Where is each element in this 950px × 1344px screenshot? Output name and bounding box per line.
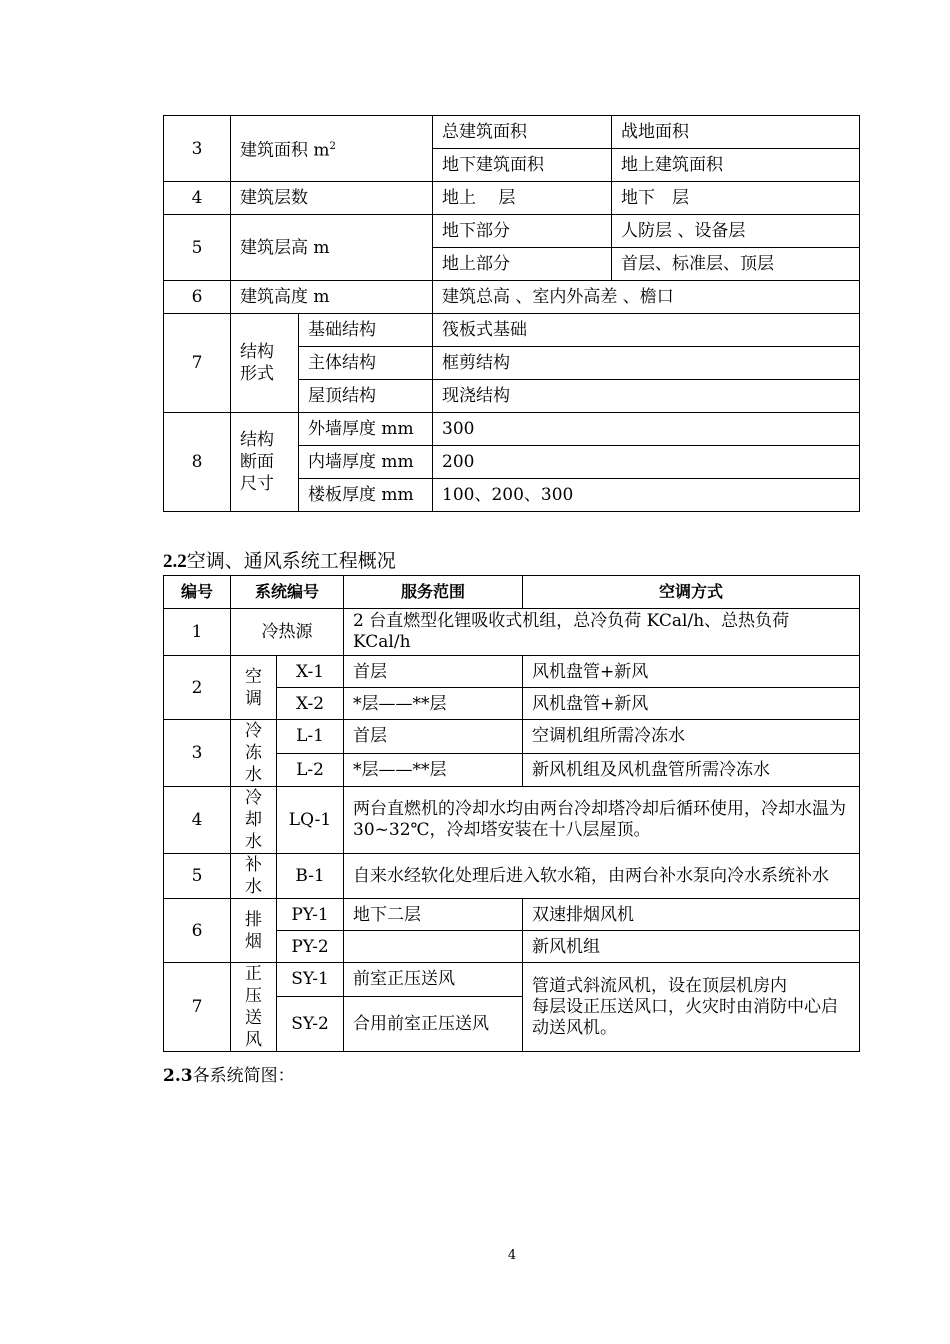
cell: 200 <box>433 446 860 479</box>
row-number: 4 <box>164 182 231 215</box>
row-number: 4 <box>164 787 231 854</box>
row-label: 建筑层高 m <box>231 215 433 281</box>
service-range: 合用前室正压送风 <box>344 996 523 1052</box>
ac-mode: 管道式斜流风机，设在顶层机房内 每层设正压送风口，火灾时由消防中心启动送风机。 <box>523 963 860 1052</box>
header-cell: 系统编号 <box>231 576 344 609</box>
description: 2 台直燃型化锂吸收式机组，总冷负荷 KCal/h、总热负荷 KCal/h <box>344 609 860 656</box>
service-range: 前室正压送风 <box>344 963 523 997</box>
description: 两台直燃机的冷却水均由两台冷却塔冷却后循环使用，冷却水温为 30~32℃，冷却塔安装在十八层屋顶。 <box>344 787 860 854</box>
category: 空 调 <box>231 656 277 720</box>
system-code: SY-2 <box>277 996 344 1052</box>
page-number: 4 <box>507 1248 517 1263</box>
row-number: 6 <box>164 281 231 314</box>
row-number: 6 <box>164 899 231 963</box>
section-heading-2-2: 2.2空调、通风系统工程概况 <box>163 550 396 572</box>
cell: 框剪结构 <box>433 347 860 380</box>
cell: 总建筑面积 <box>433 116 612 149</box>
system-code: X-2 <box>277 688 344 720</box>
row-number: 8 <box>164 413 231 512</box>
cell: 地上建筑面积 <box>612 149 860 182</box>
section-heading-2-3: 2.3各系统简图： <box>163 1066 295 1086</box>
ac-mode: 新风机组及风机盘管所需冷冻水 <box>523 753 860 787</box>
row-label: 建筑层数 <box>231 182 433 215</box>
row-label: 建筑面积 $m^2$ <box>231 116 433 182</box>
system-code: PY-2 <box>277 931 344 963</box>
service-range: *层——**层 <box>344 688 523 720</box>
cell: 内墙厚度 mm <box>299 446 433 479</box>
cell: 地上部分 <box>433 248 612 281</box>
category: 冷 冻 水 <box>231 720 277 787</box>
system-code: SY-1 <box>277 963 344 997</box>
cell: 基础结构 <box>299 314 433 347</box>
ac-mode: 新风机组 <box>523 931 860 963</box>
cell: 首层、标准层、顶层 <box>612 248 860 281</box>
system-code: B-1 <box>277 854 344 899</box>
cell: 楼板厚度 mm <box>299 479 433 512</box>
cell: 建筑总高 、室内外高差 、檐口 <box>433 281 860 314</box>
row-label: 建筑高度 m <box>231 281 433 314</box>
cell: 地上 层 <box>433 182 612 215</box>
cell: 地下 层 <box>612 182 860 215</box>
ac-mode: 空调机组所需冷冻水 <box>523 720 860 754</box>
row-number: 2 <box>164 656 231 720</box>
row-number: 1 <box>164 609 231 656</box>
service-range: 地下二层 <box>344 899 523 931</box>
service-range: *层——**层 <box>344 753 523 787</box>
cell: 主体结构 <box>299 347 433 380</box>
system-code: L-1 <box>277 720 344 754</box>
row-number: 5 <box>164 215 231 281</box>
row-number: 3 <box>164 116 231 182</box>
system-code: X-1 <box>277 656 344 688</box>
header-cell: 编号 <box>164 576 231 609</box>
category: 冷 却 水 <box>231 787 277 854</box>
service-range: 首层 <box>344 720 523 754</box>
service-range: 首层 <box>344 656 523 688</box>
header-cell: 空调方式 <box>523 576 860 609</box>
header-cell: 服务范围 <box>344 576 523 609</box>
cell: 筏板式基础 <box>433 314 860 347</box>
cell: 人防层 、设备层 <box>612 215 860 248</box>
row-number: 3 <box>164 720 231 787</box>
building-info-table <box>163 115 860 512</box>
cell: 外墙厚度 mm <box>299 413 433 446</box>
cell: 地下部分 <box>433 215 612 248</box>
hvac-system-table <box>163 575 860 1052</box>
description: 自来水经软化处理后进入软水箱，由两台补水泵向冷水系统补水 <box>344 854 860 899</box>
service-range <box>344 931 523 963</box>
system-code: 冷热源 <box>231 609 344 656</box>
cell: 战地面积 <box>612 116 860 149</box>
row-number: 7 <box>164 314 231 413</box>
row-label: 结构 断面 尺寸 <box>231 413 299 512</box>
system-code: PY-1 <box>277 899 344 931</box>
row-number: 5 <box>164 854 231 899</box>
row-number: 7 <box>164 963 231 1052</box>
cell: 300 <box>433 413 860 446</box>
ac-mode: 风机盘管+新风 <box>523 688 860 720</box>
system-code: LQ-1 <box>277 787 344 854</box>
cell: 现浇结构 <box>433 380 860 413</box>
category: 排 烟 <box>231 899 277 963</box>
category: 补 水 <box>231 854 277 899</box>
ac-mode: 风机盘管+新风 <box>523 656 860 688</box>
row-label: 结构 形式 <box>231 314 299 413</box>
system-code: L-2 <box>277 753 344 787</box>
category: 正 压 送 风 <box>231 963 277 1052</box>
ac-mode: 双速排烟风机 <box>523 899 860 931</box>
cell: 屋顶结构 <box>299 380 433 413</box>
cell: 100、200、300 <box>433 479 860 512</box>
cell: 地下建筑面积 <box>433 149 612 182</box>
